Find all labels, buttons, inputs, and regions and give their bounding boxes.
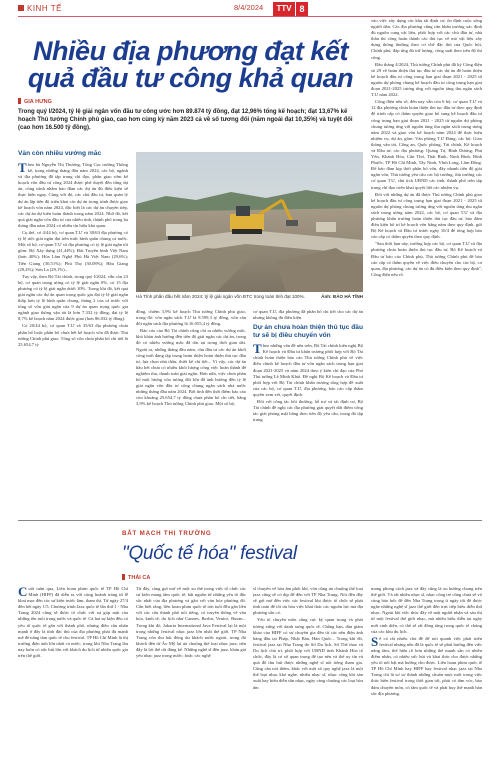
photo-caption: Hà Tĩnh phấn đấu hết năm 2024: tỷ lệ giải ngân vốn ĐTC trong toàn tỉnh đạt 100%. Ảnh: BẢO HÀ TĨNH — [136, 294, 363, 299]
paragraph: Đối với những dự án đã được Thủ tướng Chính phủ giao kế hoạch đầu tư công trung hạn giai đoạn 2021 - 2025 từ nguồn dự phòng chung tương ứng với nguồn tăng thu ngân sách trung ương năm 2022, các bộ, cơ quan T.Ư và địa phương khẩn trương hoàn thiện thủ tục đầu tư, bảo đảm điều kiện bố trí kế hoạch vốn hằng năm theo quy định, gửi Bộ Kế hoạch và Đầu tư trước ngày 10/4 để tổng hợp báo cáo cấp có thẩm quyền theo quy định. — [371, 191, 482, 240]
article-title-2: "Quốc tế hóa" festival — [122, 543, 297, 564]
paragraph: sĩ chuyên về hòa âm phối khí, vốn cũng ưa chuộng thể loại jazz cũng sẽ có dịp để đến với TP Nha Trang. Nói đến đây sẽ gợi mở đến việc các festival khi được tổ chức sẽ phải tính toán để tối ưu hóa việc khai thác các nguồn lực mà địa phương sẵn có. — [253, 586, 363, 616]
author-marker-icon — [18, 98, 21, 104]
paragraph: Đối với công tác bồi thường, hỗ trợ và tái định cư, Bộ Tài chính đề nghị các địa phương giải quyết dứt điểm công tác giải phóng mặt bằng theo tiến độ yêu cầu, trong đó tập trung — [253, 399, 363, 423]
article2-column-2 — [136, 586, 246, 772]
article-author-2: THÁI CA — [122, 574, 150, 581]
section-label: KINH TẾ — [18, 4, 62, 13]
paragraph: "Sau thời hạn này, trường hợp các bộ, cơ quan T.Ư và địa phương chưa hoàn thiện thủ tục đầu tư, Bộ Kế hoạch và Đầu tư báo cáo Chính phủ, Thủ tướng Chính phủ để báo cáo cấp có thẩm quyền về việc điều chuyển cho các bộ, cơ quan, địa phương, các dự án có đủ điều kiện theo quy định", Công điện nêu rõ. — [371, 241, 482, 277]
page-number: 8 — [296, 2, 308, 16]
newspaper-logo: TTV — [273, 2, 295, 16]
drop-cap: S — [371, 633, 379, 649]
paragraph: đồng, chiếm 3,9% kế hoạch Thủ tướng Chính phủ giao, trong đó: vốn ngân sách T.Ư là 9.599,3 tỷ đồng, vốn cân đối ngân sách địa phương là 16.055,4 tỷ đồng. — [136, 309, 246, 327]
construction-site-image — [136, 152, 363, 292]
article-lead: Trong quý I/2024, tỷ lệ giải ngân vốn đầu tư công ước hơn 89.874 tỷ đồng, đạt 12,96% tổng kế hoạch; đạt 13,67% kế hoạch Thủ tướng Chính phủ giao, cao hơn cùng kỳ năm 2023 cả về số tương đối (năm ngoái đạt 10,35%) và tuyệt đối (cao hơn 16.500 tỷ đồng). — [18, 109, 353, 131]
paragraph: Cuối tuần qua, Liên hoan phim quốc tế TP Hồ Chí Minh (HIFF) đã diễn ra với cùng hoành tráng từ lễ khai mạc đến các sự kiện trước làm, tham dự. Từ ngày 27/4 đến hết ngày 1/5, Chương trình Jazz quốc tế lần thứ 1 - Nha Trang 2024 cũng sẽ được tổ chức với sự góp mặt của những tên tuổi trong nước và quốc tế. Cả hai sự kiện đều có yếu tố quốc tế gắn với thành phố, nhưng điều cần nhấn mạnh ở đây là tính đặc thù của địa phương phải đủ mạnh mẽ để nâng tầm quốc tế cho festival. TP Hồ Chí Minh là thị trường điện ảnh lớn nhất cả nước, trong khi Nha Trang lâu nay luôn có sức hút lớn với khách du lịch từ nhiều quốc gia trên thế giới. — [18, 586, 128, 659]
paragraph: Báo cáo của Bộ Tài chính cũng chỉ ra nhiều vướng mắc, khó khăn ảnh hưởng đến tiến độ giải ngân các dự án, trong đó có nhiều vướng mắc đã tồn tại trong thời gian dài. Ngoài ra, những tháng đầu năm, chủ đầu tư các dự án khởi công mới đang tập trung hoàn thiện hoàn thiện thủ tục đầu tư, lựa chọn nhà thầu, thiết kế chi tiết... Vì vậy, các dự án hầu hết chưa có nhiều khối lượng công việc hoàn thành để nghiệm thu, thanh toán giải ngân. Hơn nữa, việc chưa phân bổ một lượng vốn tương đối lớn đã ảnh hưởng đến tỷ lệ giải ngân vốn đầu tư công chung ngân sách nhà nước những tháng đầu năm 2024. Bởi tính đến thời điểm báo cáo còn khoảng 25.654,7 tỷ đồng chưa phân bổ chi tiết, bằng 3,9% kế hoạch Thủ tướng Chính phủ giao. Một số bộ, — [136, 328, 246, 407]
paragraph: cơ quan T.Ư, địa phương đã phân bổ chi tiết cho các dự án nhưng không đủ điều kiện. — [253, 309, 363, 321]
column-label: BẮT MẠCH THỊ TRƯỜNG — [122, 530, 212, 537]
drop-cap: T — [253, 341, 262, 357]
paragraph: Theo bà Nguyễn Thị Thương, Tổng Cục trưởng Thống kê, trong những tháng đầu năm 2024, các bộ, ngành và địa phương đã tập trung chỉ đạo, phân giao sớm kế hoạch vốn đầu tư công 2024 được phê duyệt đến từng dự án, công trình nhằm bảo đảm các dự án đủ điều kiện sẽ thực hiện ngay. Cùng với đó, các chủ đầu tư, ban quản lý dự án lập tiến độ triển khai các dự án trong trình được giao kế hoạch vốn năm 2024, đặc biệt là các dự án chuyển tiếp, các dự án dự kiến hoàn thành trong năm 2024. Nhờ đó, kết quả giải ngân vốn đầu tư của nhiều tỉnh, thành phố trong ba tháng đầu năm 2024 có nhiều tín hiệu khả quan. — [18, 160, 128, 228]
article2-column-3 — [253, 586, 363, 772]
photo-credit: Ảnh: BẢO HÀ TĨNH — [321, 294, 363, 299]
paragraph: Công điện nêu rõ, đến nay vẫn còn 6 bộ, cơ quan T.Ư và 12 địa phương chưa hoàn thiện thủ tục đầu tư theo quy định để trình cấp có thẩm quyền giao bổ sung kế hoạch đầu tư công trung hạn giai đoạn 2021 - 2025 từ nguồn dự phòng chung tương ứng với nguồn tăng thu ngân sách trung ương năm 2022 và giao vốn kế hoạch năm 2024 để thực hiện nhiệm vụ, dự án, gồm: Văn phòng T.Ư Đảng, các bộ: Giao thông vận tải, Công an, Quốc phòng, Tài chính, Kế hoạch và Đầu tư; các địa phương: Quảng Trị, Bình Dương, Phú Yên, Khánh Hòa, Cần Thơ, Thái Bình, Ninh Bình, Bình Phước, TP Hồ Chí Minh, Tây Ninh, Vĩnh Long, Lâm Đồng. Để bảo đảm kịp thời phân bổ vốn, đẩy nhanh tiến độ giải ngân vốn, Thủ tướng yêu cầu các bộ trưởng, thủ trưởng các cơ quan T.Ư, chủ tịch UBND các tỉnh, thành phố trên tập trung chỉ đạo triển khai quyết liệt các nhiệm vụ. — [371, 99, 482, 190]
paragraph: Đầu tháng 4/2024, Thủ tướng Chính phủ đã ký Công điện số 29 về hoàn thiện thủ tục đầu tư các dự án để hoàn thiện kế hoạch đầu tư công trung hạn giai đoạn 2021 - 2025 từ nguồn dự phòng chung kế hoạch đầu tư công trung hạn giai đoạn 2021-2025 tương ứng với nguồn tăng thu ngân sách T.Ư năm 2022. — [371, 61, 482, 98]
article-column-1 — [18, 150, 128, 516]
paragraph: Theo những vấn đề nêu trên, Bộ Tài chính kiến nghị Bộ Kế hoạch và Đầu tư khẩn trương phối hợp với Bộ Tài chính hoàn thiện báo cáo Thủ tướng Chính phủ về việc điều chỉnh kế hoạch đầu tư vốn ngân sách trung hạn giai đoạn 2021-2025 và năm 2024 theo ý kiến chỉ đạo của Phó Thủ tướng Lê Minh Khái. Đề nghị Bộ Kế hoạch và Đầu tư phối hợp với Bộ Tài chính khẩn trương tổng hợp đề xuất của các bộ, cơ quan T.Ư, địa phương, báo cáo cấp thẩm quyền xem xét, quyết định. — [253, 341, 363, 397]
section-marker-icon — [18, 5, 24, 11]
drop-cap: C — [18, 586, 28, 599]
subheading: Dự án chưa hoàn thiện thủ tục đầu tư sẽ bị điều chuyển vốn — [253, 324, 363, 340]
article-title: Nhiều địa phương đạt kết quả đầu tư công khả quan — [27, 36, 354, 93]
article2-column-1 — [18, 586, 128, 772]
article-photo — [136, 152, 363, 292]
article2-column-4 — [371, 586, 482, 772]
article-author: GIA HƯNG — [18, 98, 52, 105]
paragraph: Có 20/44 bộ, cơ quan T.Ư và 35/63 địa phương chưa phân bổ hoặc phân bổ chưa hết kế hoạch vốn đã được Thủ tướng Chính phủ giao. Tổng số vốn chưa phân bổ chi tiết là 25.654,7 tỷ — [18, 323, 128, 347]
section-divider — [18, 520, 482, 521]
author-marker-icon — [122, 574, 125, 580]
article-column-3 — [253, 309, 363, 516]
paragraph: mang phong cách jazz và đây cũng là xu hướng chung trên thế giới. Và rất nhiều nhạc sĩ, nhạc công trẻ cũng chưa sẽ vô cùng háo hức để đến Nha Trang trong ít ngày tới để được nghe những nghệ sĩ jazz thế giới đến trực tiếp biểu diễn thứ nhạc. Ngoài khi việc thúc đẩy về mặt người nhận và sáu thị từ một festival thế giới nhạc, mà nhiều biểu diễn tại ngày mới sinh diện, có thể sẽ rất đông tăng trong quốc tế chúng của các khu du lịch. — [371, 586, 482, 634]
paragraph: Từ đây, càng gợi mở về một xu thế trong việc tổ chức các sự kiện mang tầm quốc tế, bắt nguồn từ những yếu tố đặc sắc nhất của địa phương và gắn với văn hóa phương đó. Cần biết rằng, liên hoan phim quốc tế tơn tuổi đều gắn liền với các cấu thành phố nổi tiếng, có truyền thống về văn hóa, kinh tế, du lịch như Cannes, Berlin, Venice, Busan... Trong khi đó, Jakarta International Java Festival lại là một trong những festival nhạc jazz lớn nhất thế giới. TP Nha Trang vốn thu hút đông du khách nước ngoài, trong đó khách đến từ Áo Mỹ lại ưa chuộng thể loại nhạc jazz, nên đây là lợi thế rất đáng kể. Những nghệ sĩ đến jazz, khán giả yêu nhạc jazz trong nước; hoặc các nghệ — [136, 586, 246, 659]
article-column-4 — [371, 18, 482, 516]
paragraph: Sẽ có rất nhiều chủ đề để nói quanh việc phát triển festival nhưng nếu đã là quốc tế sẽ phải hướng đến việc nâng tầm, thể hiện rõ hơn những thế mạnh sẵn có nhiều điểm nhấn, có nhiều sức hút và khai thác cho được những yếu tố nổi bật mà hướng cho được. Liên hoan phim quốc tế TP Hồ Chí Minh hay HIFF hay festival nhạc jazz tại Nha Trang chỉ là sơ sơ thành những chuẩn mực mới trong việc thúc biên festival trong thời gian tới, phải có tầm vóc, bảo đảm chuyên môn, có tầm quốc tế và phát huy thế mạnh bản sắc địa phương. — [371, 633, 482, 696]
article-column-2 — [136, 309, 246, 516]
issue-date: 8/4/2024 — [234, 3, 264, 12]
subheading: Vẫn còn nhiều vướng mắc — [18, 150, 102, 157]
header-divider — [18, 16, 482, 17]
paragraph: Yếu tố chuyên môn cũng cực kỳ quan trọng và phải tương xứng với danh xưng quốc tế. Chẳng hạn, dàn giám khảo của HIFF có sự chuyên gia đến từ các nền điện ảnh hàng đầu tại Pháp, Nhật Bản, Hàn Quốc... Trong khi đó, festival jazz tại Nha Trang do Sở Du lịch, Sở Thể thao và Du lịch chủ trì, phối hợp với UBND tỉnh Khánh Hòa tổ chức, đây là cơ sở quan trọng để tạo nên và thể uy tín và quà đồ thu hút được những nghệ sĩ nổi tiếng tham gia. Cũng cần nói thêm, khác với một số quy nghệ jazz là một thể loại nhạc khó nghe, nhiều nhạc sĩ, nhạc công khi sản xuất hay biểu diễn sân nhạc, ngày càng chuộng các loại hòa âm — [253, 617, 363, 690]
drop-cap: T — [18, 160, 27, 175]
paragraph: Cụ thể, có 4/44 bộ, cơ quan T.Ư và 30/63 địa phương có tỷ lệ ước giải ngân đạt trên mức bình quân chung cả nước. Một số bộ, cơ quan T.Ư và địa phương có tỷ lệ giải ngân tốt gồm: Bộ Xây dựng (41,44%); Đài Truyền hình Việt Nam (hơn 40%); Hòa Lâm Nghệ Phù Hà Việt Nam (29,6%); Tiền Giang (30,51%); Phú Thọ (30,08%); Hậu Giang (29,4%); Sơn La (29,1%)... — [18, 230, 128, 272]
paragraph: vào việc xây dựng các khu tái định cư, ổn định cuộc sống người dân. Các địa phương cũng cần khẩn trương xác định đủ nguồn cung vật liệu, phối hợp với các chủ đầu tư, nhà thầu thi công hoàn thành các thủ tục về mỏ vật liệu xây dựng thông thường theo cơ chế đặc thù của Quốc hội, Chính phủ, đáp ứng đủ trữ lượng, công suất theo tiến độ thi công. — [371, 18, 482, 60]
paragraph: Tuy vậy, theo Bộ Tài chính, trong quý I/2024, vẫn còn 23 bộ, cơ quan trung ương có tỷ lệ giải ngân 0%, có 15 địa phương có tỷ lệ giải ngân dưới 10%. Trong khi đó, kết quả giải ngân các dự án quan trọng quốc gia đạt tỷ lệ giải ngân thấp hơn tỷ lệ bình quân chung, tháng 2 của cả nước với tổng số vốn giải ngân của 9 dự án quan trọng quốc gia ngành giao thông vận tải là hơn 7.332 tỷ đồng, đạt tỷ lệ 8,7% kế hoạch năm 2024 được giao (hơn 86.032 tỷ đồng). — [18, 273, 128, 322]
